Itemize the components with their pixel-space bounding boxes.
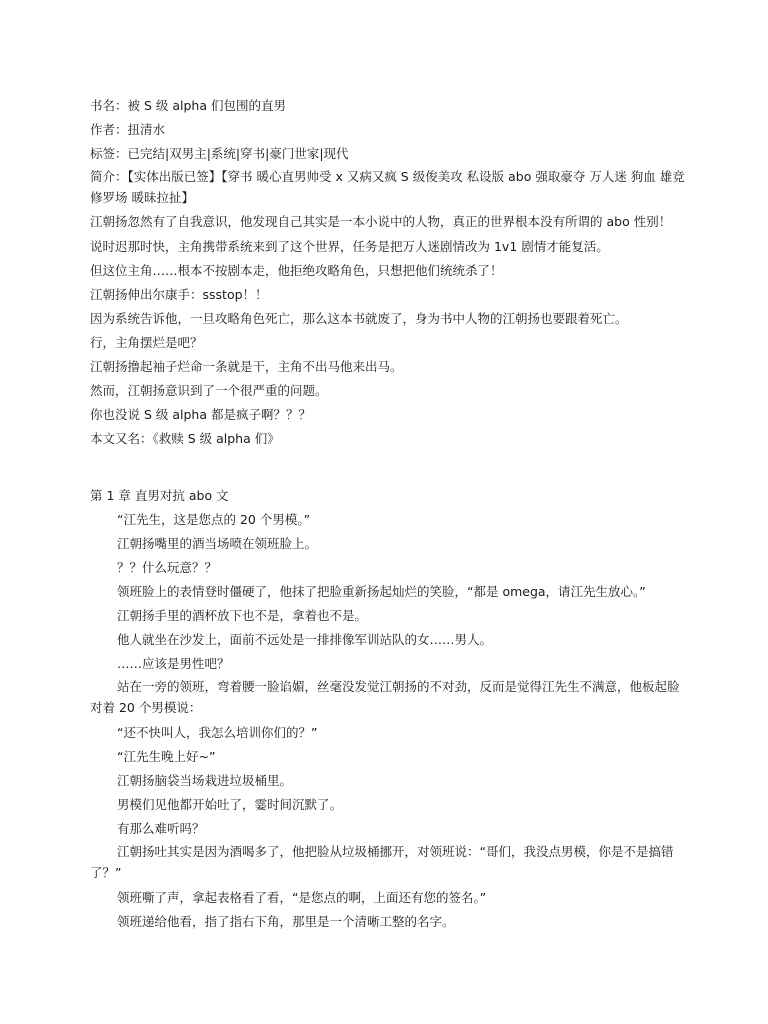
paragraph: ……应该是男性吧？ bbox=[117, 656, 230, 671]
paragraph: 领班递给他看，指了指右下角，那里是一个清晰工整的名字。 bbox=[117, 914, 455, 929]
book-author: 作者：扭清水 bbox=[90, 122, 166, 137]
paragraph: ？？什么玩意？？ bbox=[117, 560, 218, 575]
book-title: 书名：被 S 级 alpha 们包围的直男 bbox=[90, 98, 286, 113]
paragraph: 江朝扬吐其实是因为酒喝多了，他把脸从垃圾桶挪开，对领班说：“哥们，我没点男模，你是不是搞错了？” bbox=[90, 844, 674, 880]
summary-line: 江朝扬伸出尔康手：ssstop！！ bbox=[90, 287, 268, 302]
paragraph: 他人就坐在沙发上，面前不远处是一排排像军训站队的女……男人。 bbox=[117, 632, 493, 647]
summary-line: 你也没说 S 级 alpha 都是疯子啊？？？ bbox=[90, 407, 311, 422]
paragraph: 领班嘶了声，拿起表格看了看，“是您点的啊，上面还有您的签名。” bbox=[117, 890, 487, 905]
summary-line: 江朝扬撸起袖子烂命一条就是干，主角不出马他来出马。 bbox=[90, 359, 403, 374]
paragraph: 江朝扬手里的酒杯放下也不是，拿着也不是。 bbox=[117, 608, 368, 623]
summary-line: 江朝扬忽然有了自我意识，他发现自己其实是一本小说中的人物，真正的世界根本没有所谓的 abo 性别！ bbox=[90, 214, 672, 229]
paragraph: 领班脸上的表情登时僵硬了，他抹了把脸重新扬起灿烂的笑脸，“都是 omega，请江先生放心。” bbox=[117, 584, 646, 599]
summary-line: 然而，江朝扬意识到了一个很严重的问题。 bbox=[90, 383, 328, 398]
paragraph: 有那么难听吗？ bbox=[117, 821, 205, 836]
paragraph: “还不快叫人，我怎么培训你们的？” bbox=[117, 725, 318, 740]
book-tags: 标签：已完结|双男主|系统|穿书|豪门世家|现代 bbox=[90, 146, 349, 161]
paragraph: 男模们见他都开始吐了，霎时间沉默了。 bbox=[117, 797, 343, 812]
summary-line: 但这位主角……根本不按剧本走，他拒绝攻略角色，只想把他们统统杀了！ bbox=[90, 263, 503, 278]
book-metadata bbox=[90, 94, 690, 451]
summary-line: 行，主角摆烂是吧？ bbox=[90, 335, 203, 350]
chapter-title: 第 1 章 直男对抗 abo 文 bbox=[90, 488, 229, 503]
chapter-body bbox=[90, 484, 690, 934]
paragraph: 站在一旁的领班，弯着腰一脸谄媚，丝毫没发觉江朝扬的不对劲，反而是觉得江先生不满意，他板起脸对着 20 个男模说： bbox=[90, 679, 680, 715]
book-summary-intro: 简介：【实体出版已签】【穿书 暖心直男帅受 x 又病又疯 S 级俊美攻 私设版 abo 强取豪夺 万人迷 狗血 雄竞修罗场 暖昧拉扯】 bbox=[90, 169, 685, 205]
paragraph: “江先生，这是您点的 20 个男模。” bbox=[117, 512, 311, 527]
paragraph: 江朝扬嘴里的酒当场喷在领班脸上。 bbox=[117, 536, 318, 551]
summary-line: 因为系统告诉他，一旦攻略角色死亡，那么这本书就废了，身为书中人物的江朝扬也要跟着死亡。 bbox=[90, 311, 628, 326]
paragraph: 江朝扬脑袋当场栽进垃圾桶里。 bbox=[117, 773, 293, 788]
summary-line: 说时迟那时快，主角携带系统来到了这个世界，任务是把万人迷剧情改为 1v1 剧情才能复活。 bbox=[90, 239, 609, 254]
summary-line: 本文又名：《救赎 S 级 alpha 们》 bbox=[90, 431, 280, 446]
paragraph: “江先生晚上好~” bbox=[117, 749, 216, 764]
